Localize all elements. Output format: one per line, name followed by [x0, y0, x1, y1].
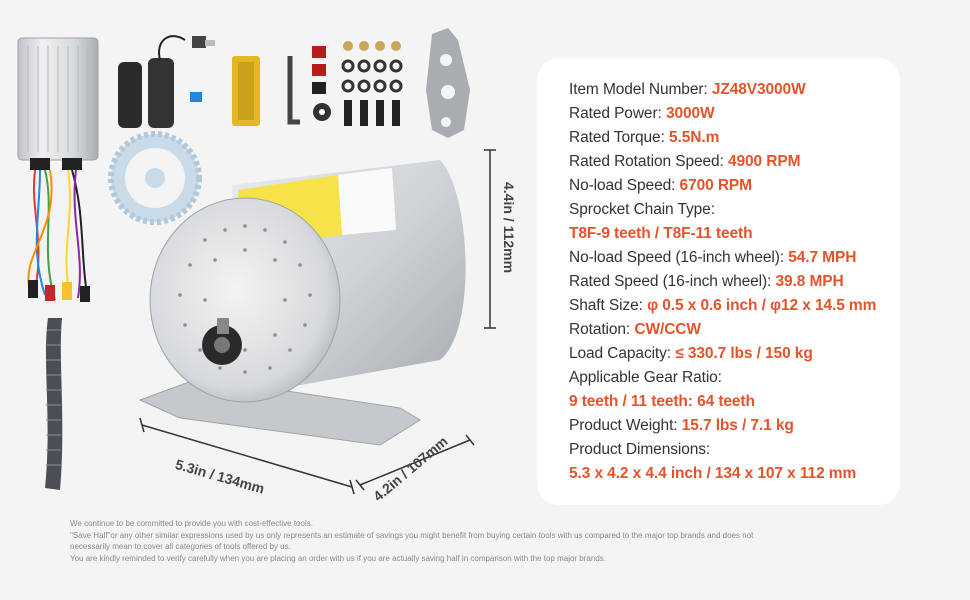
spec-value: 54.7 MPH — [788, 249, 857, 266]
spec-label: Rated Torque: — [569, 129, 665, 146]
spec-sprocket-chain-type-label — [569, 201, 715, 219]
disclaimer-line: You are kindly reminded to verify carefully when you are placing an order with us if you are actually saving half in comparison with the top major brands. — [70, 553, 606, 563]
disclaimer-line: necessarily mean to cover all categories of tools offered by us. — [70, 542, 291, 551]
spec-applicable-gear-ratio-label — [569, 369, 722, 387]
spec-label: No-load Speed (16-inch wheel): — [569, 249, 784, 266]
spec-label: Item Model Number: — [569, 81, 708, 98]
spec-label: Rated Power: — [569, 105, 662, 122]
spec-applicable-gear-ratio-value — [569, 393, 755, 411]
spec-value: T8F-9 teeth / T8F-11 teeth — [569, 225, 753, 242]
spec-label: Product Weight: — [569, 417, 678, 434]
spec-value: CW/CCW — [634, 321, 701, 338]
hardware-image — [313, 41, 401, 126]
spec-value: 15.7 lbs / 7.1 kg — [681, 417, 794, 434]
spec-load-capacity — [569, 345, 813, 363]
spec-label: Rated Rotation Speed: — [569, 153, 724, 170]
spec-product-dimensions-value — [569, 465, 856, 483]
disclaimer-line: We continue to be committed to provide you with cost-effective tools. — [70, 519, 313, 528]
wrench-image — [426, 28, 470, 138]
spec-sprocket-chain-type-value — [569, 225, 752, 243]
spec-no-load-speed-wheel — [569, 249, 856, 267]
spec-label: Sprocket Chain Type: — [569, 201, 715, 218]
spec-label: Rotation: — [569, 321, 631, 338]
accessories-image — [232, 46, 326, 126]
spec-product-weight — [569, 417, 794, 435]
disclaimer-line: "Save Half"or any other similar expressions used by us only represents an estimate of savings you might benefit from buying certain tools with us compared to the major top brands and does not — [70, 530, 754, 540]
spec-value: ≤ 330.7 lbs / 150 kg — [675, 345, 813, 362]
spec-value: φ 0.5 x 0.6 inch / φ12 x 14.5 mm — [647, 297, 877, 314]
throttle-grips-image — [118, 36, 215, 128]
spec-item-model-number — [569, 81, 806, 99]
controller-image — [18, 38, 98, 302]
spec-rated-power — [569, 105, 715, 123]
dimension-width-label: 4.2in / 107mm — [370, 432, 451, 505]
dimension-length-label: 5.3in / 134mm — [173, 456, 267, 497]
spec-value: 9 teeth / 11 teeth: 64 teeth — [569, 393, 755, 410]
sprocket-image — [111, 134, 199, 222]
spec-shaft-size — [569, 297, 876, 315]
specifications-card — [537, 58, 900, 505]
spec-rated-torque — [569, 129, 719, 147]
spec-rated-speed-wheel — [569, 273, 844, 291]
spec-rated-rotation-speed — [569, 153, 800, 171]
dimension-height-label: 4.4in / 112mm — [501, 182, 517, 274]
product-illustration — [0, 0, 530, 520]
spec-label: Shaft Size: — [569, 297, 643, 314]
spec-label: Product Dimensions: — [569, 441, 711, 458]
spec-label: No-load Speed: — [569, 177, 676, 194]
disclaimer — [70, 518, 860, 564]
spec-value: 4900 RPM — [727, 153, 801, 170]
spec-rotation — [569, 321, 701, 339]
spec-value: 6700 RPM — [679, 177, 752, 194]
spec-label: Rated Speed (16-inch wheel): — [569, 273, 772, 290]
spec-label: Load Capacity: — [569, 345, 671, 362]
chain-image — [45, 318, 62, 490]
spec-no-load-speed — [569, 177, 752, 195]
spec-label: Applicable Gear Ratio: — [569, 369, 722, 386]
product-image — [0, 0, 530, 520]
spec-value: JZ48V3000W — [711, 81, 806, 98]
spec-value: 5.5N.m — [669, 129, 720, 146]
spec-value: 39.8 MPH — [775, 273, 844, 290]
spec-product-dimensions-label — [569, 441, 710, 459]
spec-value: 3000W — [665, 105, 715, 122]
spec-value: 5.3 x 4.2 x 4.4 inch / 134 x 107 x 112 mm — [569, 465, 857, 482]
